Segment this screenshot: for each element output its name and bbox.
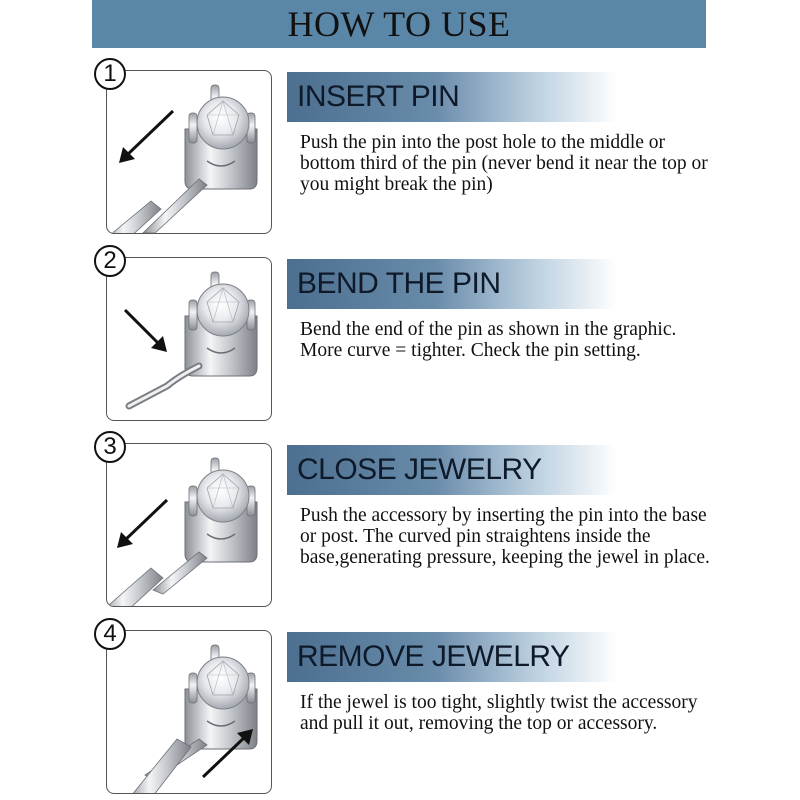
step-3-description: Push the accessory by inserting the pin into the base or post. The curved pin straightens inside the base,generating pressure, keeping the jewel in place. <box>300 505 710 568</box>
page-title: HOW TO USE <box>287 4 511 44</box>
step-1-illustration <box>106 70 272 234</box>
step-3-title-bar <box>287 445 617 495</box>
step-2 <box>0 247 800 427</box>
step-1-description: Push the pin into the post hole to the middle or bottom third of the pin (never bend it near the top or you might break the pin) <box>300 132 708 195</box>
arrow-down-left-icon <box>117 500 167 548</box>
step-1 <box>0 60 800 240</box>
step-2-title-bar <box>287 259 617 309</box>
step-1-title-bar <box>287 72 617 122</box>
step-2-description: Bend the end of the pin as shown in the graphic. More curve = tighter. Check the pin setting. <box>300 319 677 361</box>
step-number-2: 2 <box>94 245 126 277</box>
step-3-title: CLOSE JEWELRY <box>297 453 542 486</box>
step-number-3: 3 <box>94 431 126 463</box>
step-3 <box>0 433 800 613</box>
step-number-1: 1 <box>94 58 126 90</box>
step-4-illustration <box>106 630 272 794</box>
step-1-title: INSERT PIN <box>297 80 460 113</box>
step-number-4: 4 <box>94 618 126 650</box>
arrow-down-left-icon <box>119 111 173 163</box>
step-4-title: REMOVE JEWELRY <box>297 640 570 673</box>
step-4-description: If the jewel is too tight, slightly twist the accessory and pull it out, removing the top or accessory. <box>300 692 698 734</box>
header-banner <box>92 0 706 48</box>
step-2-illustration <box>106 257 272 421</box>
step-4 <box>0 620 800 800</box>
arrow-down-right-icon <box>125 310 167 352</box>
step-2-title: BEND THE PIN <box>297 267 501 300</box>
step-3-illustration <box>106 443 272 607</box>
step-4-title-bar <box>287 632 617 682</box>
